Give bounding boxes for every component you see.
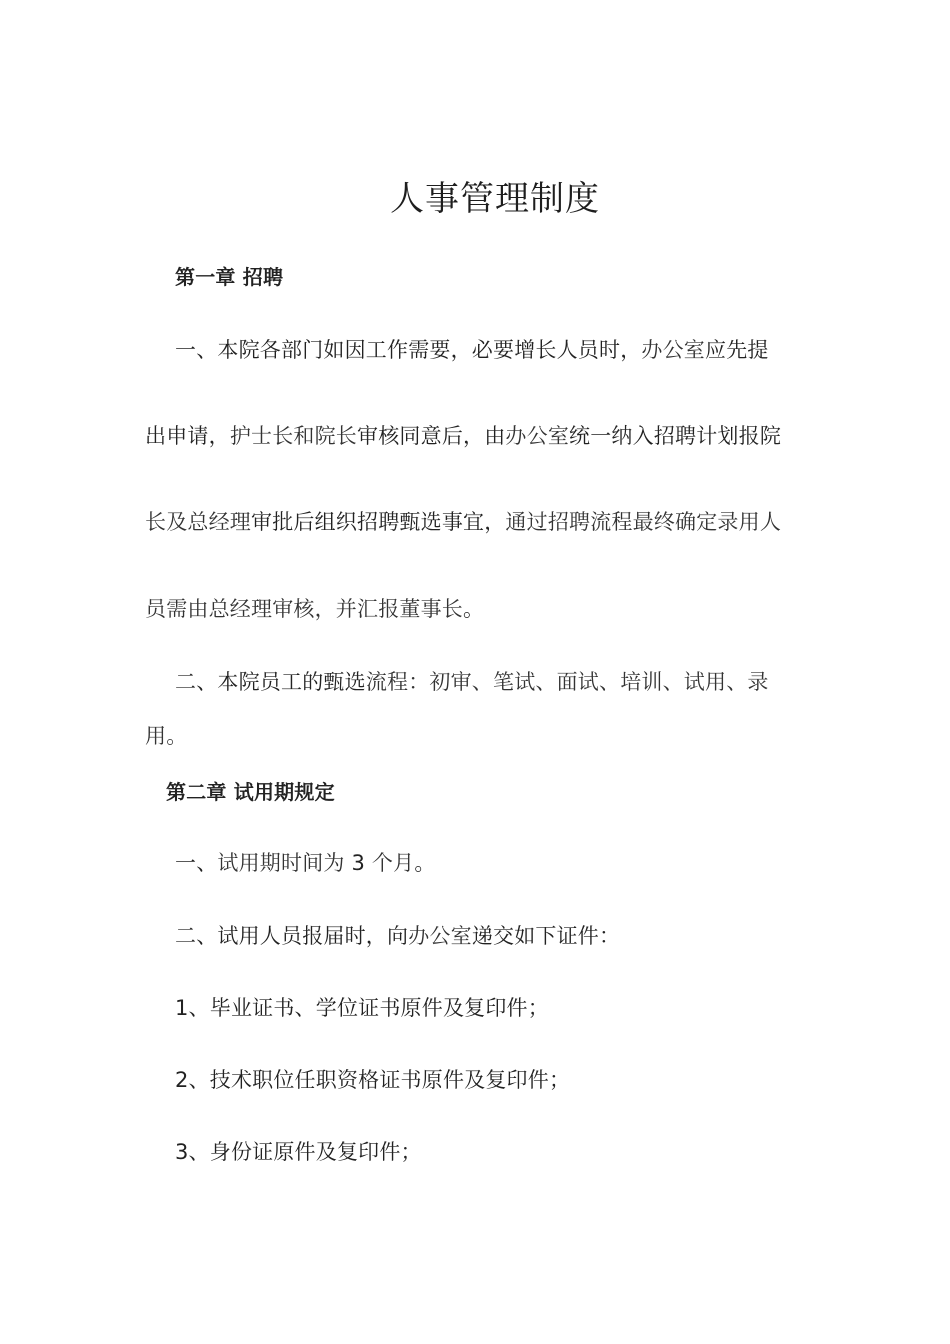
- text-run: 通过招聘流程最终确定录用人: [505, 510, 782, 534]
- text-run: 办公室: [408, 924, 472, 948]
- chapter-1-para-1-line-3: [145, 507, 781, 537]
- list-item: 3、身份证原件及复印件；: [175, 1140, 422, 1164]
- text-run: 3: [344, 851, 372, 875]
- list-item: 1、毕业证书、学位证书原件及复印件；: [175, 996, 549, 1020]
- chapter-2-item-1: [175, 848, 436, 878]
- text-run: 试用期时间为: [217, 851, 345, 875]
- text-run: 流程：初审、笔试、面试、培训、试用、录: [365, 670, 769, 694]
- text-run: 审核同意后，由: [357, 424, 506, 448]
- chapter-1-para-2-line-1: [175, 667, 769, 697]
- text-run: 二、试用人员报届时，向: [175, 924, 409, 948]
- text-run: 办公室: [505, 424, 570, 448]
- text-run: 员需由总经理审核，并汇报董事长: [145, 597, 463, 621]
- text-run: 。: [414, 851, 436, 875]
- document-title: 人事管理制度: [390, 179, 600, 219]
- chapter-1-para-2-line-2: 用。: [145, 724, 188, 748]
- chapter-1-para-1-line-1: [175, 335, 769, 365]
- text-run: 一、: [175, 851, 218, 875]
- text-run: 护士长和院长: [229, 424, 358, 448]
- text-run: 一、本院各部门如因工作需要，必要增长人员时，: [175, 338, 642, 362]
- text-run: 个月: [371, 851, 415, 875]
- chapter-2-heading: 第二章 试用期规定: [166, 780, 335, 804]
- text-run: 二、本院员工的甄选: [175, 670, 366, 694]
- text-run: 长及: [145, 510, 188, 534]
- text-run: 统一纳入招聘计划报院: [569, 424, 782, 448]
- text-run: 办公室: [641, 338, 706, 362]
- chapter-1-para-1-line-4: [145, 594, 484, 624]
- list-item: 2、技术职位任职资格证书原件及复印件；: [175, 1068, 571, 1092]
- text-run: 审批后组织招聘甄选事宜，: [251, 510, 506, 534]
- chapter-2-item-2: [175, 921, 620, 951]
- chapter-1-heading: 第一章 招聘: [175, 265, 284, 289]
- text-run: 总经理: [187, 510, 252, 534]
- text-run: 递交如下证件：: [471, 924, 621, 948]
- chapter-1-para-1-line-2: [145, 421, 781, 451]
- text-run: 应先提: [705, 338, 769, 362]
- text-run: 出申请，: [145, 424, 230, 448]
- text-run: 。: [463, 597, 485, 621]
